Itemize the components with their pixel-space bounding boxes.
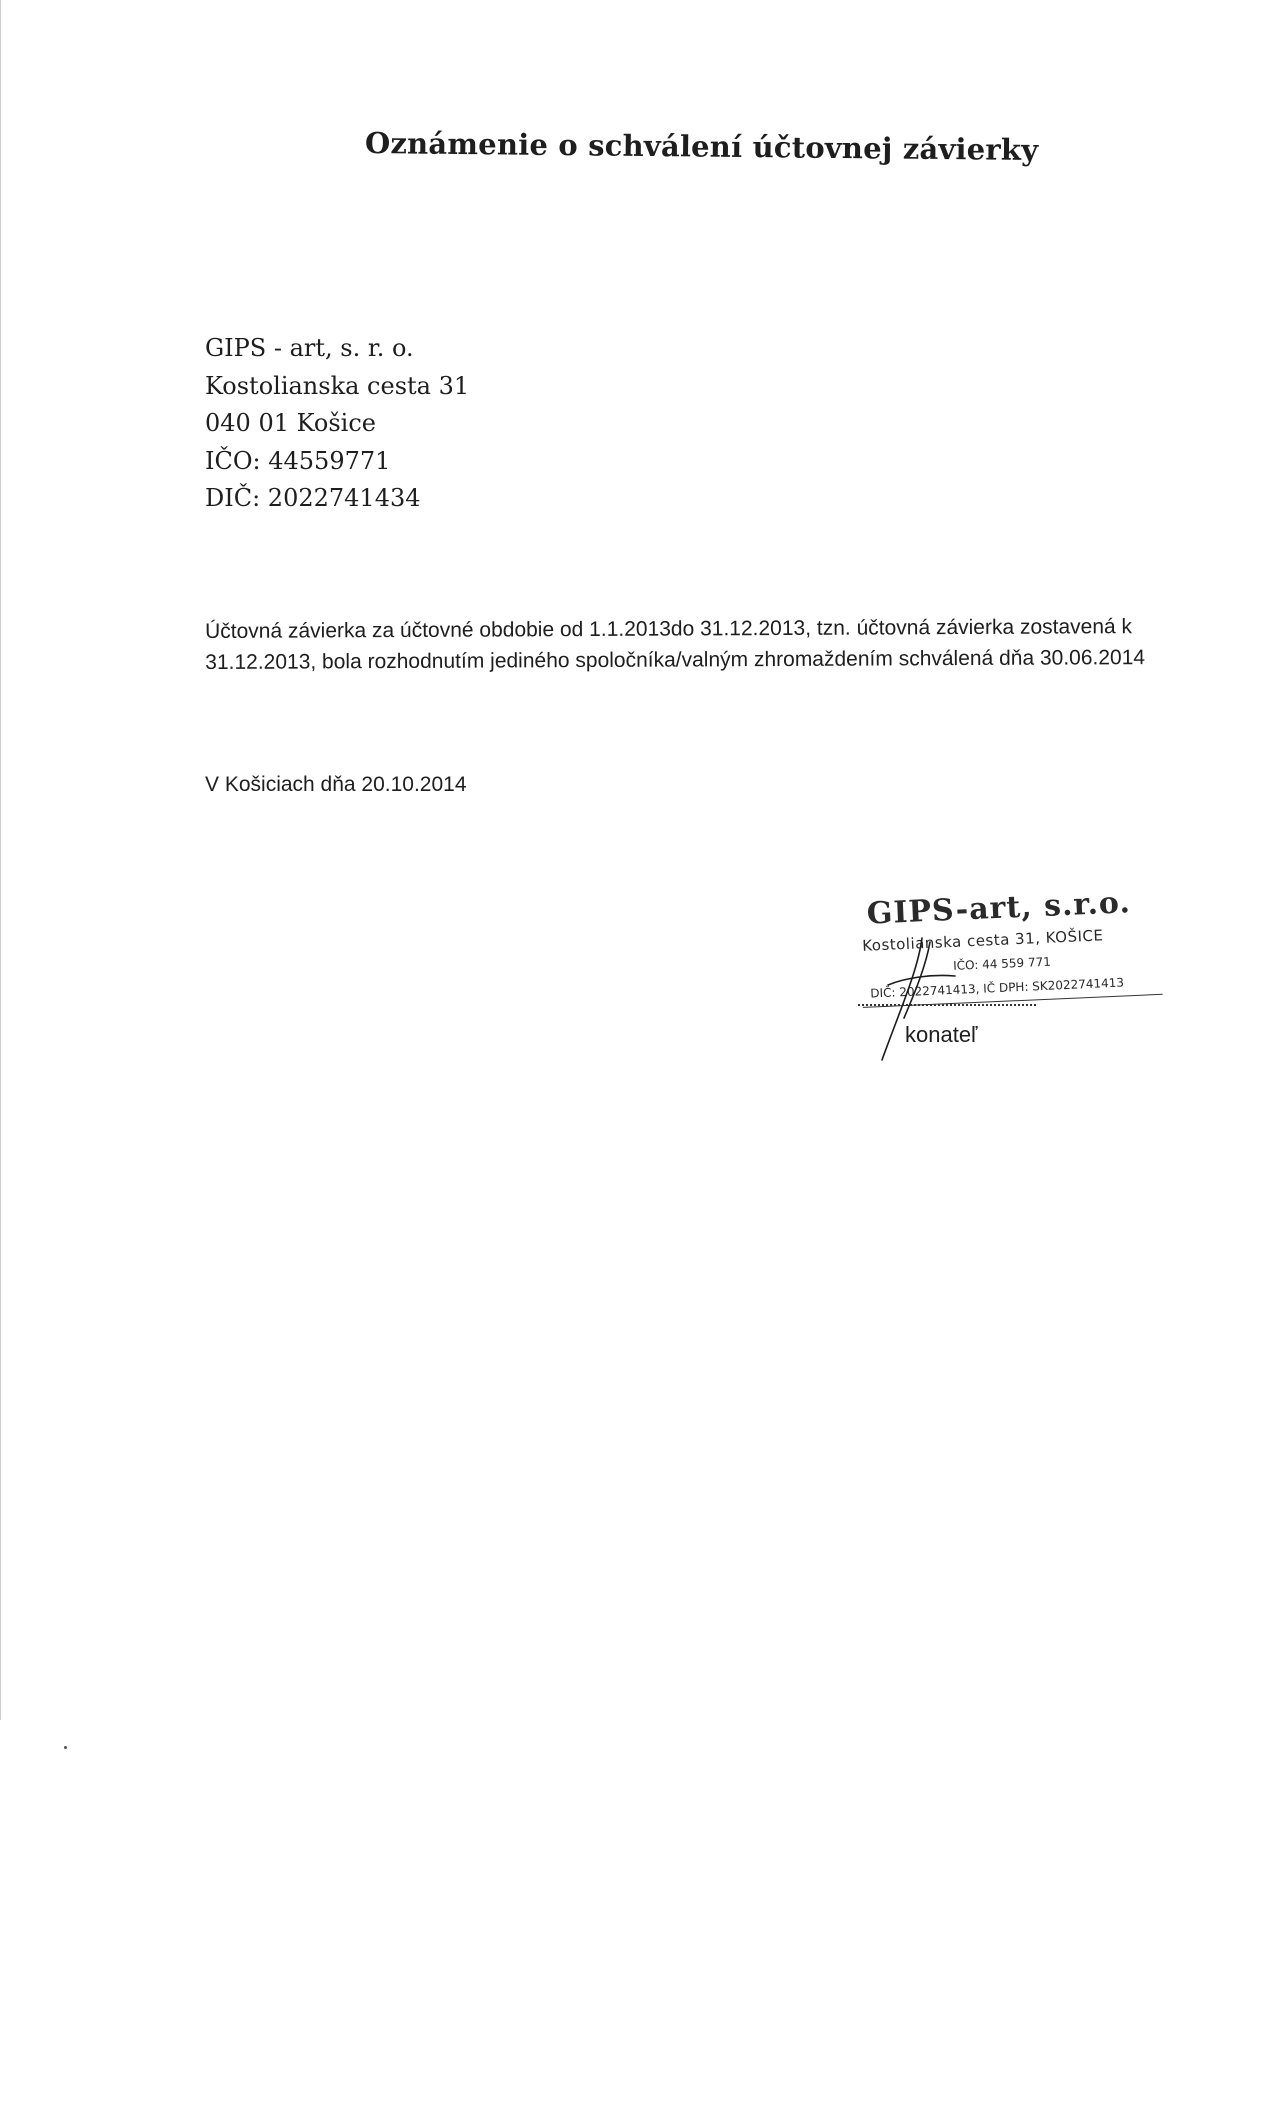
company-name: GIPS - art, s. r. o. bbox=[205, 334, 414, 362]
document-title: Oznámenie o schválení účtovnej závierky bbox=[364, 126, 1039, 168]
signature-role: konateľ bbox=[905, 1022, 978, 1047]
stamp-address: Kostolianska cesta 31, KOŠICE bbox=[861, 926, 1104, 955]
company-ico: IČO: 44559771 bbox=[205, 446, 391, 475]
company-block bbox=[205, 330, 469, 518]
scan-speck bbox=[64, 1746, 67, 1749]
stamp-ico: IČO: 44 559 771 bbox=[952, 954, 1052, 973]
handwritten-signature bbox=[860, 930, 980, 1080]
stamp-company-name: GIPS-art, s.r.o. bbox=[866, 885, 1132, 932]
approval-statement: Účtovná závierka za účtovné obdobie od 1.1.2013do 31.12.2013, tzn. účtovná závierka zostavená k 31.12.2013, bola rozhodnutím jediného spoločníka/valným zhromaždením schválená dňa 30.06.2014 bbox=[205, 615, 1146, 674]
page-edge-line bbox=[0, 0, 1, 1720]
place-and-date: V Košiciach dňa 20.10.2014 bbox=[205, 773, 467, 796]
company-street: Kostolianska cesta 31 bbox=[205, 371, 470, 400]
company-dic: DIČ: 2022741434 bbox=[205, 484, 421, 512]
stamp-dic: DIČ: 2022741413, IČ DPH: SK2022741413 bbox=[870, 975, 1125, 1001]
company-city: 040 01 Košice bbox=[205, 409, 376, 437]
